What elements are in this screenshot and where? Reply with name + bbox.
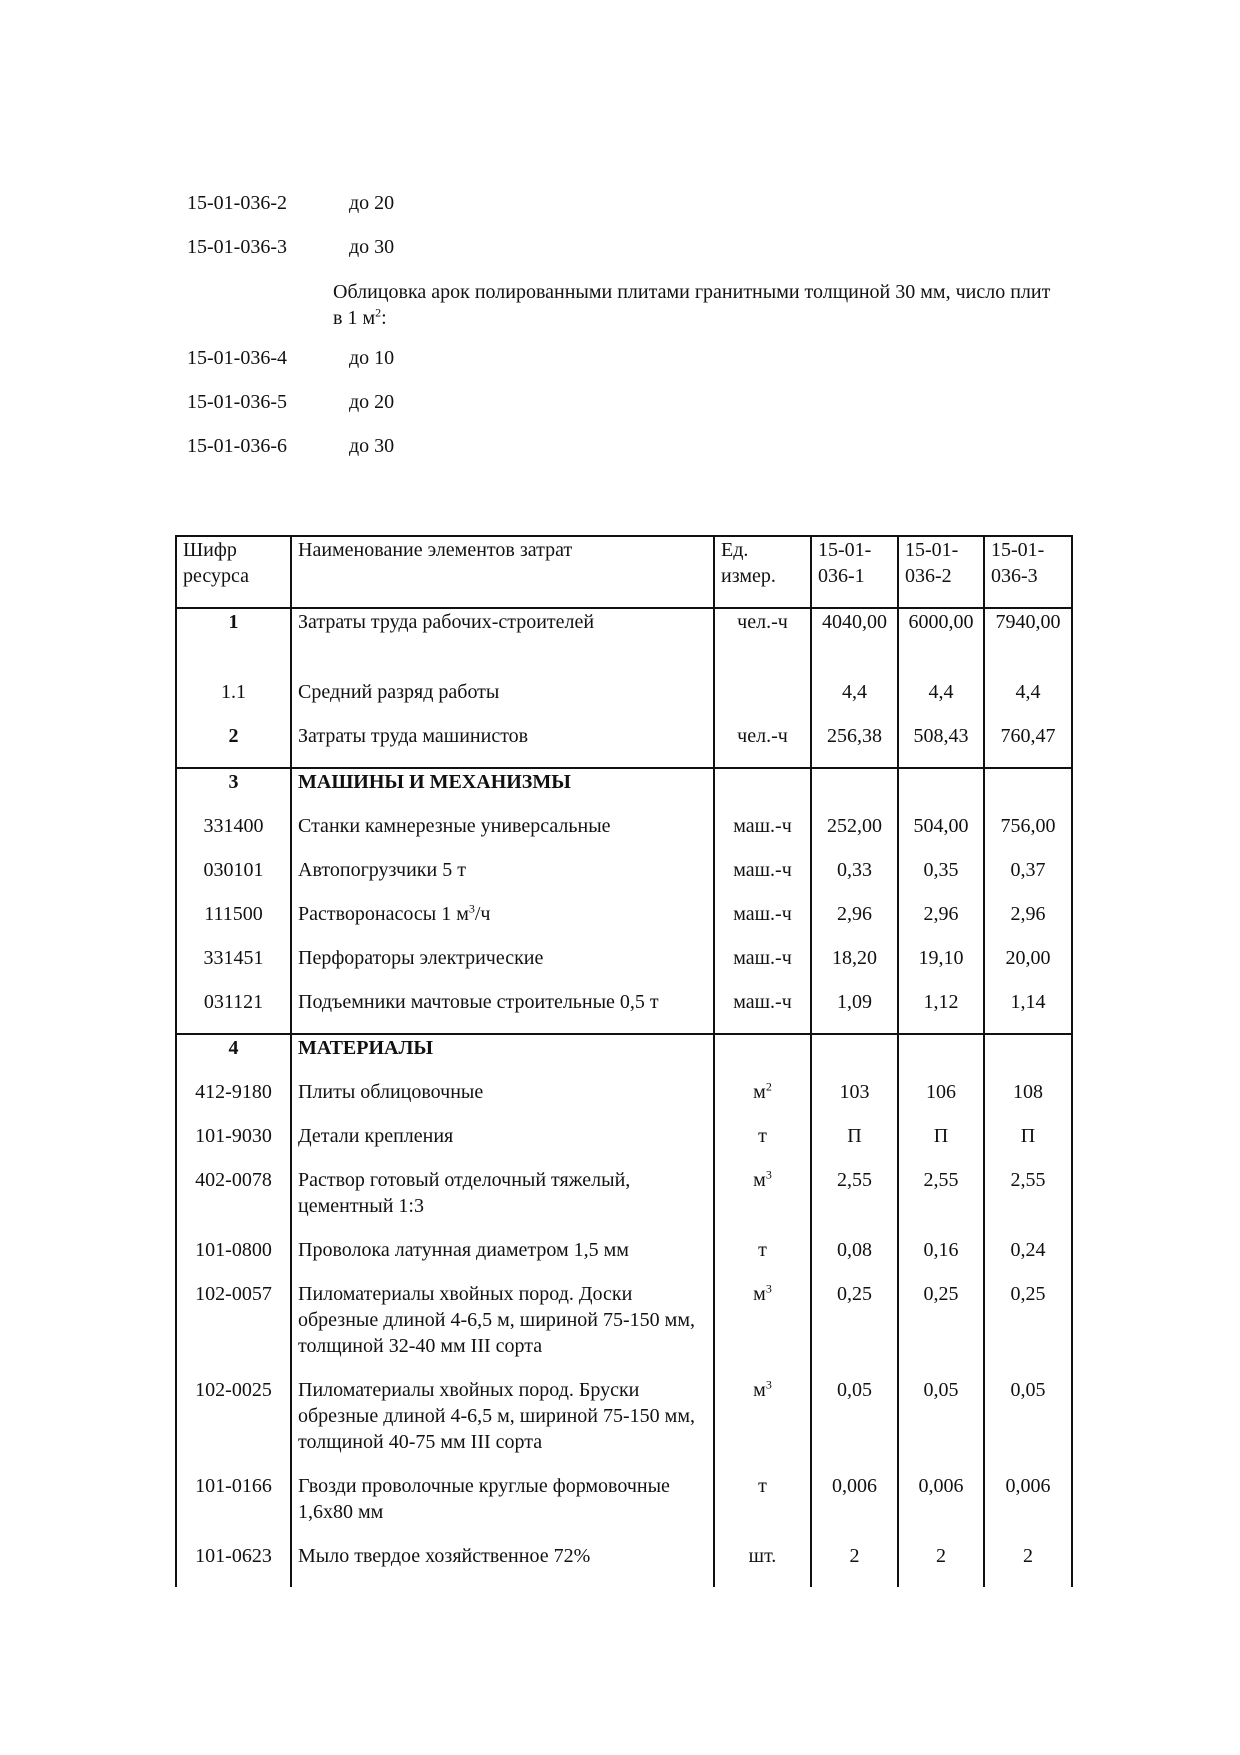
list-item (187, 433, 1057, 477)
resource-code: 3 (228, 771, 239, 793)
value-cell-1 (811, 1034, 898, 1079)
value-cell-2 (898, 1167, 984, 1237)
value: 0,24 (1010, 1239, 1046, 1261)
resource-name: Раствор готовый отделочный тяжелый, цементный 1:3 (298, 1169, 631, 1217)
list-item (187, 345, 1057, 389)
resource-code: 030101 (203, 859, 264, 881)
value-cell-2 (898, 1543, 984, 1587)
table-row (176, 813, 1072, 857)
resource-code-cell (176, 989, 291, 1034)
value: 0,006 (1005, 1475, 1051, 1497)
value: 4040,00 (822, 611, 887, 633)
resource-name: Затраты труда рабочих-строителей (298, 611, 595, 633)
resource-code: 4 (228, 1037, 239, 1059)
resource-name-cell (291, 1123, 714, 1167)
value-cell-2 (898, 1473, 984, 1543)
value: 2,96 (837, 903, 872, 925)
value: 4,4 (1015, 681, 1041, 703)
resource-name-sup: 3 (468, 901, 475, 916)
resource-name-cell (291, 1543, 714, 1587)
unit: т (758, 1475, 767, 1497)
resource-code-cell (176, 768, 291, 813)
resource-code: 412-9180 (195, 1081, 272, 1103)
resource-code: 031121 (203, 991, 264, 1013)
value: 0,25 (837, 1283, 872, 1305)
resource-code-cell (176, 723, 291, 768)
value: 508,43 (913, 725, 969, 747)
resource-code: 111500 (204, 903, 263, 925)
value-cell-3 (984, 768, 1072, 813)
resource-name-cell (291, 1377, 714, 1473)
resource-code: 102-0057 (195, 1283, 272, 1305)
unit-cell (714, 1473, 811, 1543)
unit-sup: 2 (765, 1079, 772, 1094)
value-cell-3 (984, 1167, 1072, 1237)
unit: маш.-ч (733, 859, 792, 881)
value: 0,33 (837, 859, 872, 881)
list-code: 15-01-036-6 (187, 435, 287, 457)
value-cell-3 (984, 608, 1072, 679)
value: 0,37 (1010, 859, 1046, 881)
header-unit: Ед. измер. (714, 536, 811, 608)
resource-name-tail: /ч (474, 903, 491, 925)
value-cell-3 (984, 679, 1072, 723)
value-cell-2 (898, 723, 984, 768)
resource-code-cell (176, 901, 291, 945)
resource-name: Мыло твердое хозяйственное 72% (298, 1545, 591, 1567)
resource-name: Гвозди проволочные круглые формовочные 1,6х80 мм (298, 1475, 670, 1523)
value: 1,09 (837, 991, 872, 1013)
value: 2,55 (837, 1169, 872, 1191)
unit-cell (714, 1034, 811, 1079)
unit: м (753, 1379, 766, 1401)
unit: маш.-ч (733, 903, 792, 925)
table-row (176, 679, 1072, 723)
code-list (187, 190, 1057, 477)
value-cell-1 (811, 901, 898, 945)
list-item (187, 234, 1057, 278)
resource-name-cell (291, 1167, 714, 1237)
value: 1,14 (1010, 991, 1046, 1013)
table-row (176, 1167, 1072, 1237)
resource-name-cell (291, 1281, 714, 1377)
resource-code: 1.1 (221, 681, 246, 703)
description-sup: 2 (375, 305, 382, 320)
resource-name: Растворонасосы 1 м (298, 903, 469, 925)
value: 0,25 (1010, 1283, 1046, 1305)
value-cell-1 (811, 1079, 898, 1123)
resource-name-cell (291, 1034, 714, 1079)
resource-name: Средний разряд работы (298, 681, 500, 703)
value-cell-2 (898, 945, 984, 989)
value-cell-3 (984, 1079, 1072, 1123)
value-cell-3 (984, 857, 1072, 901)
list-value: до 20 (349, 391, 395, 413)
unit: шт. (748, 1545, 777, 1567)
value: 2 (936, 1545, 946, 1567)
resource-code: 1 (228, 611, 239, 633)
value-cell-2 (898, 1079, 984, 1123)
resource-cost-table (175, 535, 1073, 1587)
value-cell-2 (898, 901, 984, 945)
unit-cell (714, 679, 811, 723)
value-cell-1 (811, 723, 898, 768)
value-cell-1 (811, 1237, 898, 1281)
resource-code-cell (176, 1377, 291, 1473)
value-cell-3 (984, 1123, 1072, 1167)
resource-code-cell (176, 945, 291, 989)
value-cell-2 (898, 813, 984, 857)
value: 7940,00 (995, 611, 1061, 633)
resource-name: Пиломатериалы хвойных пород. Бруски обрезные длиной 4-6,5 м, шириной 75-150 мм, толщиной 40-75 мм III сорта (298, 1379, 695, 1453)
resource-name: Плиты облицовочные (298, 1081, 484, 1103)
table-row (176, 1123, 1072, 1167)
unit-cell (714, 945, 811, 989)
unit: м (753, 1283, 766, 1305)
unit-cell (714, 1281, 811, 1377)
unit-cell (714, 1079, 811, 1123)
value-cell-3 (984, 1473, 1072, 1543)
resource-name: Затраты труда машинистов (298, 725, 529, 747)
value: 0,16 (923, 1239, 959, 1261)
value: 2,55 (1010, 1169, 1046, 1191)
unit-cell (714, 723, 811, 768)
value-cell-3 (984, 1281, 1072, 1377)
list-code: 15-01-036-4 (187, 347, 287, 369)
list-item (187, 190, 1057, 234)
resource-code-cell (176, 1167, 291, 1237)
table-row (176, 1281, 1072, 1377)
unit: маш.-ч (733, 815, 792, 837)
value-cell-2 (898, 857, 984, 901)
resource-code: 101-0166 (195, 1475, 272, 1497)
value: 6000,00 (908, 611, 974, 633)
resource-code-cell (176, 1543, 291, 1587)
unit-cell (714, 1167, 811, 1237)
value-cell-1 (811, 945, 898, 989)
value: 0,006 (832, 1475, 877, 1497)
value: 504,00 (913, 815, 969, 837)
resource-code: 102-0025 (195, 1379, 272, 1401)
value-cell-1 (811, 1281, 898, 1377)
unit: маш.-ч (733, 991, 792, 1013)
resource-code: 2 (228, 725, 239, 747)
value-cell-3 (984, 901, 1072, 945)
value-cell-3 (984, 989, 1072, 1034)
table-row (176, 857, 1072, 901)
resource-name: МАТЕРИАЛЫ (298, 1037, 433, 1059)
value-cell-2 (898, 989, 984, 1034)
value: 4,4 (842, 681, 867, 703)
value-cell-1 (811, 679, 898, 723)
resource-name-cell (291, 857, 714, 901)
resource-name-cell (291, 989, 714, 1034)
table-row (176, 945, 1072, 989)
table-header-row (176, 536, 1072, 608)
list-code: 15-01-036-5 (187, 391, 287, 413)
value-cell-2 (898, 768, 984, 813)
description-tail: : (381, 307, 387, 329)
value-cell-1 (811, 857, 898, 901)
unit-cell (714, 608, 811, 679)
value: 19,10 (918, 947, 964, 969)
value: 103 (839, 1081, 870, 1103)
resource-code-cell (176, 1473, 291, 1543)
value-cell-2 (898, 1281, 984, 1377)
unit-cell (714, 768, 811, 813)
value-cell-2 (898, 1377, 984, 1473)
unit: т (758, 1239, 767, 1261)
unit: маш.-ч (733, 947, 792, 969)
resource-code-cell (176, 608, 291, 679)
resource-name: Автопогрузчики 5 т (298, 859, 466, 881)
value-cell-1 (811, 608, 898, 679)
resource-code: 331451 (203, 947, 264, 969)
value-cell-2 (898, 679, 984, 723)
value-cell-3 (984, 813, 1072, 857)
value: 0,05 (1010, 1379, 1046, 1401)
value: 106 (926, 1081, 956, 1103)
value-cell-1 (811, 1473, 898, 1543)
value-cell-3 (984, 1237, 1072, 1281)
value-cell-3 (984, 945, 1072, 989)
value: 252,00 (827, 815, 882, 837)
resource-name-cell (291, 608, 714, 679)
resource-name-cell (291, 1079, 714, 1123)
list-value: до 10 (349, 347, 395, 369)
unit-cell (714, 1237, 811, 1281)
value: 2,55 (923, 1169, 959, 1191)
table-row (176, 1377, 1072, 1473)
resource-name: Детали крепления (298, 1125, 454, 1147)
unit-sup: 3 (765, 1377, 772, 1392)
unit-cell (714, 989, 811, 1034)
value: 4,4 (928, 681, 954, 703)
resource-code-cell (176, 679, 291, 723)
table-row (176, 901, 1072, 945)
value-cell-1 (811, 1167, 898, 1237)
value: 0,25 (923, 1283, 959, 1305)
value: 0,08 (837, 1239, 872, 1261)
table-row (176, 1034, 1072, 1079)
resource-code-cell (176, 1123, 291, 1167)
unit: т (758, 1125, 767, 1147)
resource-code: 101-9030 (195, 1125, 272, 1147)
list-value: до 20 (349, 192, 395, 214)
value-cell-2 (898, 1034, 984, 1079)
resource-name-cell (291, 813, 714, 857)
header-code: Шифр ресурса (176, 536, 291, 608)
unit-cell (714, 1543, 811, 1587)
table-row (176, 723, 1072, 768)
resource-name-cell (291, 723, 714, 768)
list-item (187, 389, 1057, 433)
resource-code: 402-0078 (195, 1169, 272, 1191)
table-row (176, 1237, 1072, 1281)
value: 756,00 (1000, 815, 1056, 837)
value-cell-3 (984, 1377, 1072, 1473)
value: 760,47 (1000, 725, 1056, 747)
resource-code-cell (176, 857, 291, 901)
value-cell-3 (984, 1034, 1072, 1079)
table-row (176, 989, 1072, 1034)
table-row (176, 608, 1072, 679)
header-col-3: 15-01-036-3 (984, 536, 1072, 608)
resource-name-cell (291, 768, 714, 813)
value: 256,38 (827, 725, 882, 747)
value-cell-2 (898, 608, 984, 679)
value-cell-1 (811, 768, 898, 813)
list-value: до 30 (349, 435, 395, 457)
list-code: 15-01-036-3 (187, 236, 287, 258)
value: 0,006 (918, 1475, 964, 1497)
value: 0,05 (923, 1379, 959, 1401)
resource-name: Станки камнерезные универсальные (298, 815, 611, 837)
table-row (176, 1473, 1072, 1543)
value: 1,12 (923, 991, 959, 1013)
resource-code-cell (176, 1281, 291, 1377)
list-code: 15-01-036-2 (187, 192, 287, 214)
description-text: Облицовка арок полированными плитами гранитными толщиной 30 мм, число плит в 1 м (333, 281, 1051, 329)
unit-cell (714, 1377, 811, 1473)
unit-sup: 3 (765, 1281, 772, 1296)
resource-name-cell (291, 945, 714, 989)
value-cell-1 (811, 1123, 898, 1167)
value: 2,96 (1010, 903, 1046, 925)
resource-name-cell (291, 1237, 714, 1281)
value: 20,00 (1005, 947, 1051, 969)
unit-cell (714, 813, 811, 857)
value: 18,20 (832, 947, 877, 969)
value-cell-2 (898, 1237, 984, 1281)
value: П (847, 1125, 862, 1147)
value: 2 (849, 1545, 860, 1567)
resource-code: 101-0623 (195, 1545, 272, 1567)
resource-name-cell (291, 1473, 714, 1543)
value: 0,35 (923, 859, 959, 881)
resource-name: Перфораторы электрические (298, 947, 544, 969)
header-name: Наименование элементов затрат (291, 536, 714, 608)
unit-sup: 3 (765, 1167, 772, 1182)
value: П (933, 1125, 949, 1147)
value-cell-2 (898, 1123, 984, 1167)
value-cell-1 (811, 1543, 898, 1587)
value: 2,96 (923, 903, 959, 925)
resource-code-cell (176, 1237, 291, 1281)
resource-code-cell (176, 1034, 291, 1079)
value-cell-3 (984, 1543, 1072, 1587)
resource-code-cell (176, 813, 291, 857)
unit: м (753, 1081, 766, 1103)
resource-name: Проволока латунная диаметром 1,5 мм (298, 1239, 629, 1261)
resource-code: 331400 (203, 815, 264, 837)
resource-name-cell (291, 901, 714, 945)
resource-name-cell (291, 679, 714, 723)
unit-cell (714, 857, 811, 901)
unit-cell (714, 1123, 811, 1167)
resource-code: 101-0800 (195, 1239, 272, 1261)
value-cell-1 (811, 989, 898, 1034)
table-row (176, 1543, 1072, 1587)
value-cell-3 (984, 723, 1072, 768)
resource-code-cell (176, 1079, 291, 1123)
value-cell-1 (811, 1377, 898, 1473)
value: 2 (1023, 1545, 1033, 1567)
unit: м (753, 1169, 766, 1191)
header-col-2: 15-01-036-2 (898, 536, 984, 608)
resource-name: Подъемники мачтовые строительные 0,5 т (298, 991, 659, 1013)
value: 108 (1013, 1081, 1043, 1103)
header-col-1: 15-01-036-1 (811, 536, 898, 608)
value: П (1020, 1125, 1036, 1147)
table-row (176, 1079, 1072, 1123)
table-row (176, 768, 1072, 813)
list-value: до 30 (349, 236, 395, 258)
resource-name: Пиломатериалы хвойных пород. Доски обрезные длиной 4-6,5 м, шириной 75-150 мм, толщиной 32-40 мм III сорта (298, 1283, 695, 1357)
unit: чел.-ч (737, 611, 788, 633)
unit: чел.-ч (737, 725, 788, 747)
unit-cell (714, 901, 811, 945)
value: 0,05 (837, 1379, 872, 1401)
value-cell-1 (811, 813, 898, 857)
section-description (333, 279, 1053, 345)
resource-name: МАШИНЫ И МЕХАНИЗМЫ (298, 771, 571, 793)
